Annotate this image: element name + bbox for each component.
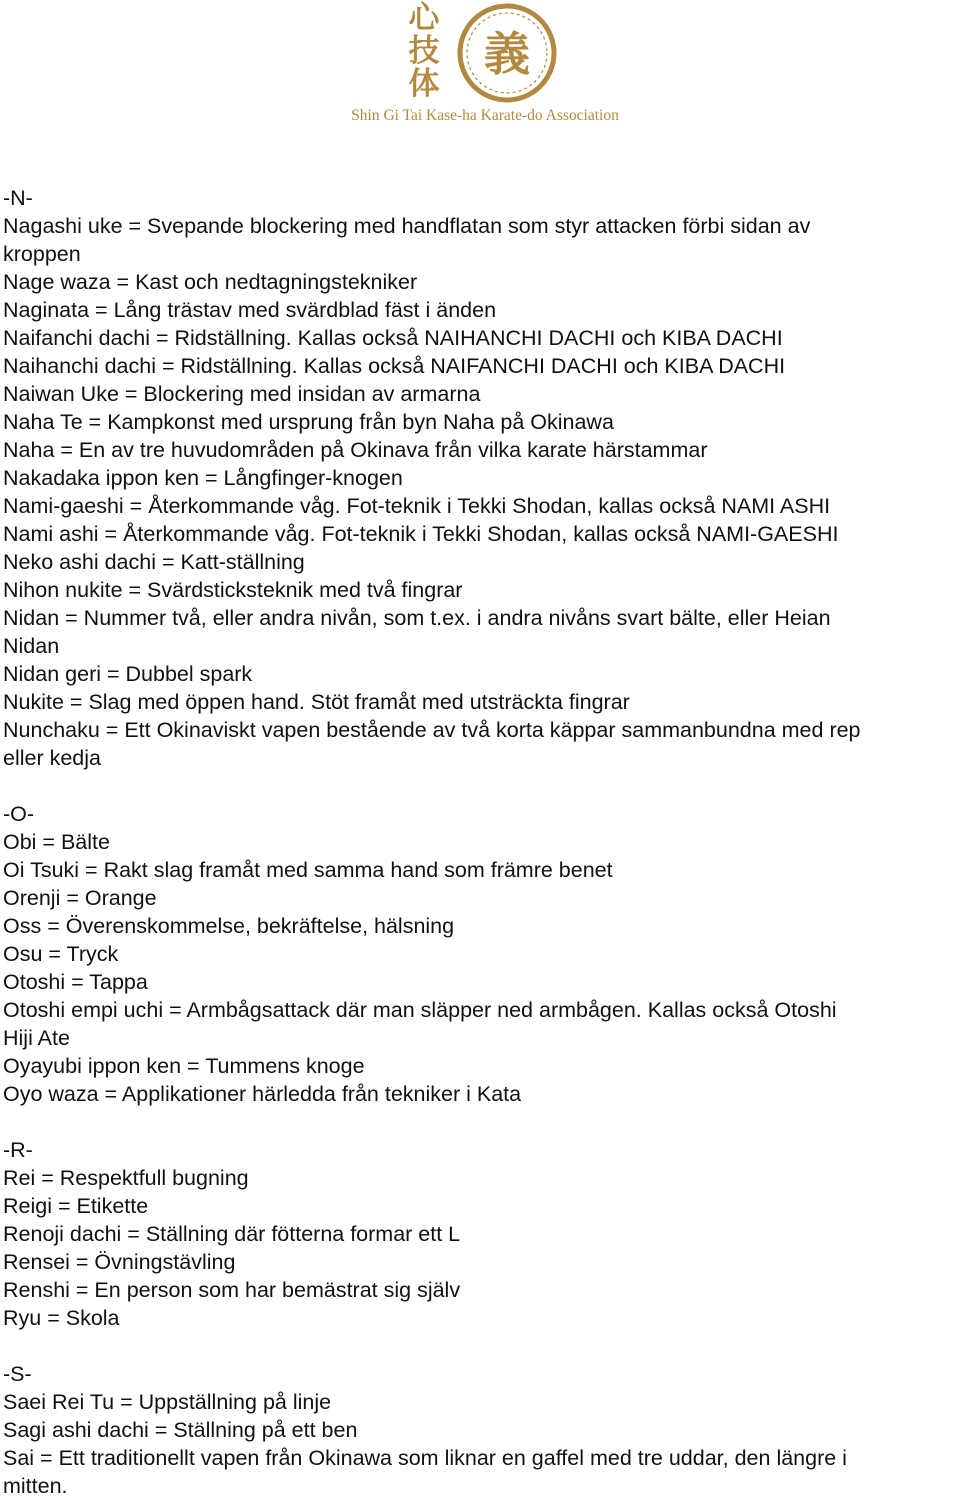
glossary-entry: Orenji = Orange — [3, 886, 157, 910]
glossary-entry: Naihanchi dachi = Ridställning. Kallas också NAIFANCHI DACHI och KIBA DACHI — [3, 354, 786, 378]
page-header — [0, 0, 960, 140]
section-heading: -N- — [3, 186, 33, 210]
glossary-entry: Reigi = Etikette — [3, 1194, 149, 1218]
glossary-entry: Nakadaka ippon ken = Långfinger-knogen — [3, 466, 403, 490]
association-logo — [340, 0, 630, 132]
glossary-entry: Renoji dachi = Ställning där fötterna formar ett L — [3, 1222, 461, 1246]
glossary-section — [3, 800, 960, 1136]
glossary-entry: Otoshi = Tappa — [3, 970, 148, 994]
glossary-section — [3, 1360, 960, 1500]
glossary-entry: eller kedja — [3, 746, 101, 770]
glossary-entry: Ryu = Skola — [3, 1306, 120, 1330]
glossary-entry: Naifanchi dachi = Ridställning. Kallas också NAIHANCHI DACHI och KIBA DACHI — [3, 326, 783, 350]
glossary-entry: Nidan — [3, 634, 60, 658]
logo-kanji-gi: 技 — [408, 33, 440, 69]
association-name: Shin Gi Tai Kase-ha Karate-do Association — [351, 107, 619, 124]
glossary-entry: Saei Rei Tu = Uppställning på linje — [3, 1390, 332, 1414]
glossary-entry: kroppen — [3, 242, 81, 266]
glossary-entry: Hiji Ate — [3, 1026, 70, 1050]
glossary-entry: Oss = Överenskommelse, bekräftelse, hälsning — [3, 914, 455, 938]
glossary-entry: Nagashi uke = Svepande blockering med handflatan som styr attacken förbi sidan av — [3, 214, 811, 238]
glossary-entry: Naiwan Uke = Blockering med insidan av armarna — [3, 382, 481, 406]
glossary-entry: Nidan = Nummer två, eller andra nivån, som t.ex. i andra nivåns svart bälte, eller Heian — [3, 606, 831, 630]
section-spacer — [3, 1108, 960, 1136]
glossary-entry: Oyo waza = Applikationer härledda från tekniker i Kata — [3, 1082, 522, 1106]
section-spacer — [3, 1332, 960, 1360]
glossary-entry: Sai = Ett traditionellt vapen från Okinawa som liknar en gaffel med tre uddar, den längre i — [3, 1446, 847, 1470]
section-spacer — [3, 772, 960, 800]
glossary-entry: Neko ashi dachi = Katt-ställning — [3, 550, 305, 574]
glossary-entry: Naha = En av tre huvudområden på Okinava från vilka karate härstammar — [3, 438, 708, 462]
glossary-entry: Naha Te = Kampkonst med ursprung från byn Naha på Okinawa — [3, 410, 614, 434]
glossary-entry: Nihon nukite = Svärdsticksteknik med två fingrar — [3, 578, 463, 602]
glossary-content — [3, 184, 960, 1500]
glossary-entry: Renshi = En person som har bemästrat sig själv — [3, 1278, 461, 1302]
glossary-entry: Osu = Tryck — [3, 942, 119, 966]
logo-emblem-glyph: 義 — [484, 27, 530, 81]
section-heading: -S- — [3, 1362, 32, 1386]
logo-kanji-tai: 体 — [408, 66, 440, 102]
glossary-entry: Nidan geri = Dubbel spark — [3, 662, 253, 686]
glossary-section — [3, 184, 960, 800]
glossary-entry: Nage waza = Kast och nedtagningstekniker — [3, 270, 418, 294]
logo-kanji-shin: 心 — [408, 0, 440, 36]
glossary-entry: Obi = Bälte — [3, 830, 110, 854]
glossary-entry: mitten. — [3, 1474, 68, 1498]
glossary-entry: Nukite = Slag med öppen hand. Stöt framåt med utsträckta fingrar — [3, 690, 630, 714]
glossary-entry: Nunchaku = Ett Okinaviskt vapen bestående av två korta käppar sammanbundna med rep — [3, 718, 861, 742]
section-heading: -O- — [3, 802, 35, 826]
logo-kanji-column — [400, 2, 448, 101]
glossary-entry: Naginata = Lång trästav med svärdblad fäst i änden — [3, 298, 497, 322]
glossary-entry: Nami ashi = Återkommande våg. Fot-teknik i Tekki Shodan, kallas också NAMI-GAESHI — [3, 522, 839, 546]
logo-emblem — [456, 2, 558, 104]
glossary-entry: Nami-gaeshi = Återkommande våg. Fot-teknik i Tekki Shodan, kallas också NAMI ASHI — [3, 494, 831, 518]
glossary-entry: Oyayubi ippon ken = Tummens knoge — [3, 1054, 365, 1078]
glossary-entry: Otoshi empi uchi = Armbågsattack där man släpper ned armbågen. Kallas också Otoshi — [3, 998, 837, 1022]
section-heading: -R- — [3, 1138, 33, 1162]
glossary-entry: Rensei = Övningstävling — [3, 1250, 236, 1274]
glossary-entry: Oi Tsuki = Rakt slag framåt med samma hand som främre benet — [3, 858, 613, 882]
glossary-entry: Rei = Respektfull bugning — [3, 1166, 249, 1190]
glossary-section — [3, 1136, 960, 1360]
glossary-entry: Sagi ashi dachi = Ställning på ett ben — [3, 1418, 358, 1442]
